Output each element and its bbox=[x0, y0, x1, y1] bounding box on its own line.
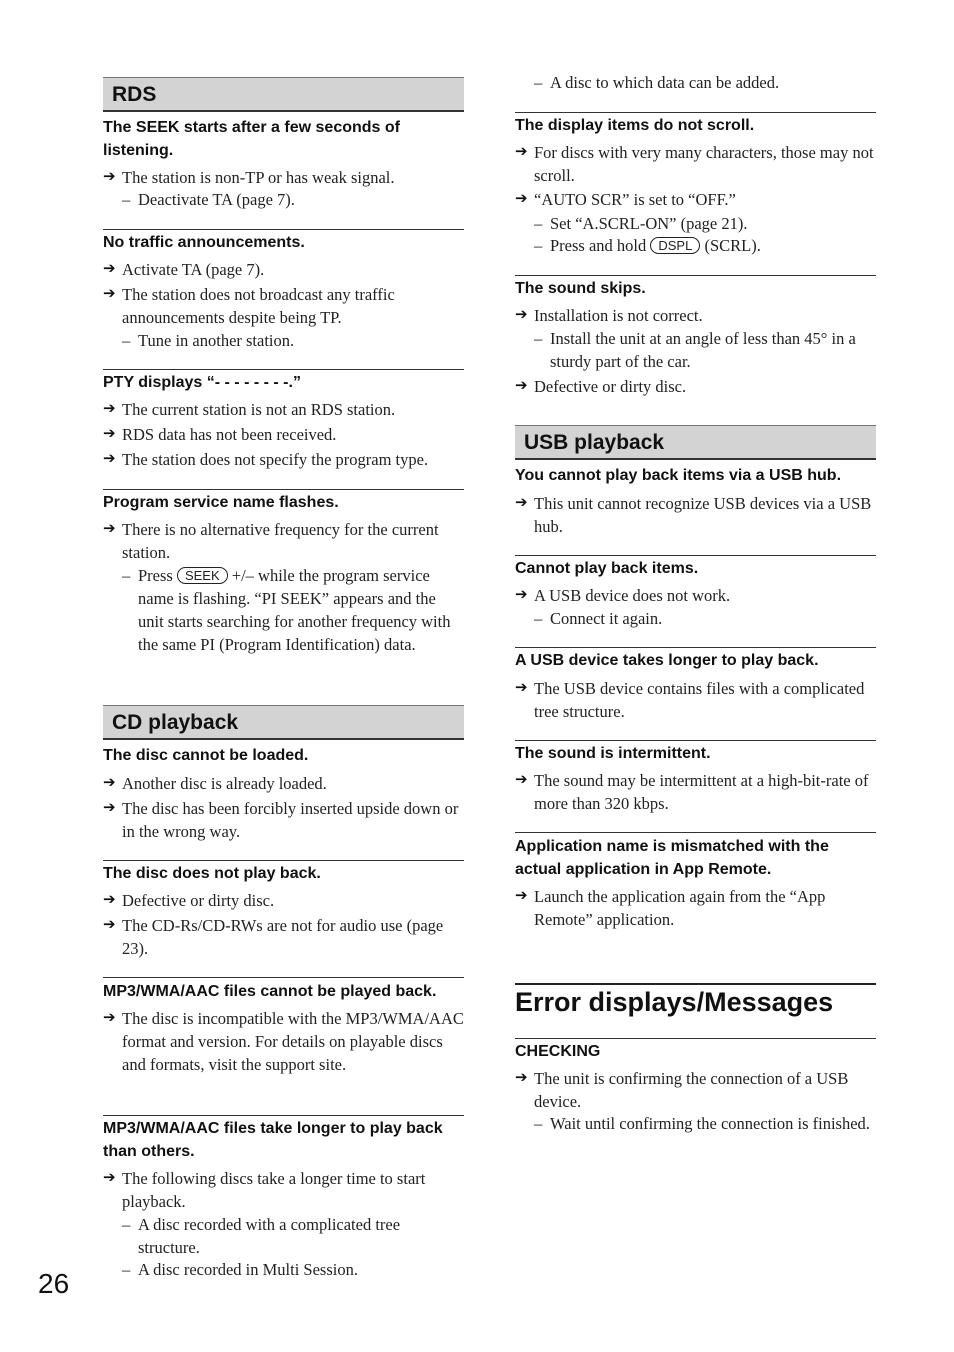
sub-item-text: (SCRL). bbox=[704, 236, 761, 255]
bullet-text: Defective or dirty disc. bbox=[534, 377, 687, 396]
dash-mark: – bbox=[534, 236, 543, 255]
sub-item-seek bbox=[138, 564, 464, 656]
bullet-text: This unit cannot recognize USB devices via a USB hub. bbox=[534, 494, 872, 536]
heading-disc-cannot-load: The disc cannot be loaded. bbox=[103, 747, 309, 764]
bullet-text: The station is non-TP or has weak signal. bbox=[122, 168, 395, 187]
heading-display-no-scroll: The display items do not scroll. bbox=[515, 117, 755, 134]
sub-item-text: A disc recorded in Multi Session. bbox=[138, 1260, 358, 1279]
bullet-text: A USB device does not work. bbox=[534, 586, 731, 605]
sub-item-text: Deactivate TA (page 7). bbox=[138, 190, 295, 209]
heading-mp3-cannot-play: MP3/WMA/AAC files cannot be played back. bbox=[103, 983, 437, 1000]
arrow-icon: ➔ bbox=[103, 521, 116, 537]
arrow-icon: ➔ bbox=[103, 775, 116, 791]
bullet-text: The station does not broadcast any traffic announcements despite being TP. bbox=[122, 285, 395, 327]
arrow-icon: ➔ bbox=[103, 1170, 116, 1186]
dash-mark: – bbox=[122, 1215, 131, 1234]
arrow-icon: ➔ bbox=[515, 888, 528, 904]
heading-usb-longer: A USB device takes longer to play back. bbox=[515, 652, 819, 669]
bullet-text: The unit is confirming the connection of a USB device. bbox=[534, 1069, 849, 1111]
dash-mark: – bbox=[534, 73, 543, 92]
heading-sound-intermittent: The sound is intermittent. bbox=[515, 745, 711, 762]
arrow-icon: ➔ bbox=[515, 191, 528, 207]
arrow-icon: ➔ bbox=[103, 401, 116, 417]
bullet-text: For discs with very many characters, those may not scroll. bbox=[534, 143, 874, 185]
arrow-icon: ➔ bbox=[515, 144, 528, 160]
bullet-text: The current station is not an RDS station. bbox=[122, 400, 396, 419]
bullet-text: The sound may be intermittent at a high-bit-rate of more than 320 kbps. bbox=[534, 771, 869, 813]
bullet-text: There is no alternative frequency for the current station. bbox=[122, 520, 439, 562]
section-title-rds: RDS bbox=[103, 77, 464, 112]
bullet-text: Activate TA (page 7). bbox=[122, 260, 265, 279]
arrow-icon: ➔ bbox=[515, 1070, 528, 1086]
heading-app-name-mismatch: Application name is mismatched with the actual application in App Remote. bbox=[515, 838, 829, 878]
bullet-text: The following discs take a longer time to start playback. bbox=[122, 1169, 426, 1211]
sub-item-text: Set “A.SCRL-ON” (page 21). bbox=[550, 214, 748, 233]
divider bbox=[515, 740, 876, 741]
arrow-icon: ➔ bbox=[515, 307, 528, 323]
arrow-icon: ➔ bbox=[103, 261, 116, 277]
divider bbox=[103, 860, 464, 861]
bullet-text: Defective or dirty disc. bbox=[122, 891, 275, 910]
bullet-text: The station does not specify the program type. bbox=[122, 450, 429, 469]
sub-item-dspl bbox=[550, 234, 876, 257]
heading-seek-starts: The SEEK starts after a few seconds of listening. bbox=[103, 119, 400, 159]
dash-mark: – bbox=[534, 214, 543, 233]
section-title-cd-playback: CD playback bbox=[103, 705, 464, 740]
heading-cannot-play-items: Cannot play back items. bbox=[515, 560, 699, 577]
sub-item-text: Install the unit at an angle of less than 45° in a sturdy part of the car. bbox=[550, 329, 856, 371]
arrow-icon: ➔ bbox=[515, 772, 528, 788]
divider bbox=[103, 977, 464, 978]
divider bbox=[103, 229, 464, 230]
sub-item-text: Connect it again. bbox=[550, 609, 663, 628]
arrow-icon: ➔ bbox=[515, 587, 528, 603]
bullet-text: “AUTO SCR” is set to “OFF.” bbox=[534, 190, 736, 209]
sub-item-text: Press and hold bbox=[550, 236, 647, 255]
arrow-icon: ➔ bbox=[103, 286, 116, 302]
arrow-icon: ➔ bbox=[103, 169, 116, 185]
arrow-icon: ➔ bbox=[515, 495, 528, 511]
arrow-icon: ➔ bbox=[103, 1010, 116, 1026]
bullet-text: Installation is not correct. bbox=[534, 306, 703, 325]
arrow-icon: ➔ bbox=[515, 680, 528, 696]
divider bbox=[515, 555, 876, 556]
bullet-text: Launch the application again from the “App Remote” application. bbox=[534, 887, 826, 929]
heading-checking: CHECKING bbox=[515, 1043, 601, 1060]
divider bbox=[515, 832, 876, 833]
dash-mark: – bbox=[122, 1260, 131, 1279]
divider bbox=[103, 489, 464, 490]
dash-mark: – bbox=[122, 190, 131, 209]
heading-no-traffic: No traffic announcements. bbox=[103, 234, 305, 251]
sub-item-text: +/– while the program service name is flashing. “PI SEEK” appears and the unit starts searching for another frequency with the same PI (Program Identification) data. bbox=[138, 566, 451, 654]
sub-item-text: Tune in another station. bbox=[138, 331, 295, 350]
sub-item-text: A disc to which data can be added. bbox=[550, 73, 780, 92]
seek-key-icon: SEEK bbox=[177, 567, 228, 584]
bullet-text: Another disc is already loaded. bbox=[122, 774, 327, 793]
dash-mark: – bbox=[122, 566, 131, 585]
arrow-icon: ➔ bbox=[103, 800, 116, 816]
arrow-icon: ➔ bbox=[103, 892, 116, 908]
bullet-text: The disc has been forcibly inserted upside down or in the wrong way. bbox=[122, 799, 459, 841]
dspl-key-icon: DSPL bbox=[650, 237, 700, 254]
heading-pty-displays: PTY displays “- - - - - - - -.” bbox=[103, 374, 301, 391]
divider bbox=[515, 1038, 876, 1039]
divider bbox=[515, 647, 876, 648]
heading-mp3-longer: MP3/WMA/AAC files take longer to play back than others. bbox=[103, 1120, 443, 1160]
heading-usb-hub: You cannot play back items via a USB hub. bbox=[515, 467, 842, 484]
bullet-text: The disc is incompatible with the MP3/WMA/AAC format and version. For details on playable discs and formats, visit the support site. bbox=[122, 1009, 464, 1074]
dash-mark: – bbox=[122, 331, 131, 350]
section-title-usb-playback: USB playback bbox=[515, 425, 876, 460]
dash-mark: – bbox=[534, 329, 543, 348]
divider bbox=[515, 275, 876, 276]
dash-mark: – bbox=[534, 609, 543, 628]
bullet-text: RDS data has not been received. bbox=[122, 425, 337, 444]
dash-mark: – bbox=[534, 1114, 543, 1133]
sub-item-text: Press bbox=[138, 566, 173, 585]
heading-sound-skips: The sound skips. bbox=[515, 280, 646, 297]
arrow-icon: ➔ bbox=[103, 426, 116, 442]
arrow-icon: ➔ bbox=[103, 451, 116, 467]
bullet-text: The USB device contains files with a complicated tree structure. bbox=[534, 679, 865, 721]
heading-disc-no-play: The disc does not play back. bbox=[103, 865, 321, 882]
section-title-error-displays: Error displays/Messages bbox=[515, 987, 834, 1017]
arrow-icon: ➔ bbox=[515, 378, 528, 394]
divider bbox=[103, 1115, 464, 1116]
sub-item-text: Wait until confirming the connection is finished. bbox=[550, 1114, 870, 1133]
page-number: 26 bbox=[38, 1268, 70, 1299]
divider bbox=[103, 369, 464, 370]
heading-program-service: Program service name flashes. bbox=[103, 494, 339, 511]
divider bbox=[515, 112, 876, 113]
sub-item-text: A disc recorded with a complicated tree structure. bbox=[138, 1215, 401, 1257]
bullet-text: The CD-Rs/CD-RWs are not for audio use (page 23). bbox=[122, 916, 444, 958]
arrow-icon: ➔ bbox=[103, 917, 116, 933]
